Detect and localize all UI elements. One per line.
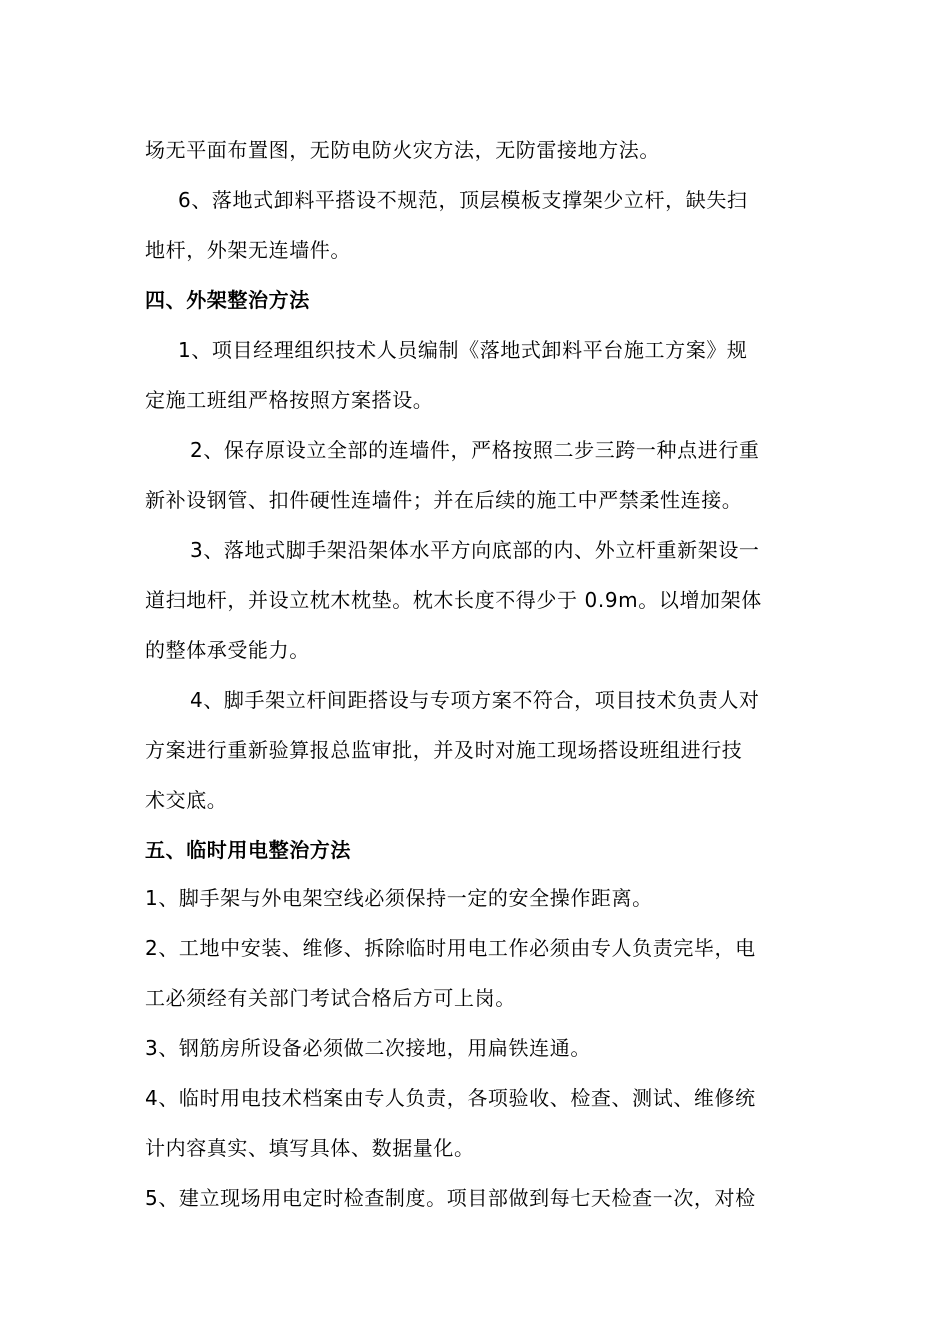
body-text-line: 道扫地杆，并设立枕木枕垫。枕木长度不得少于 0.9m。以增加架体	[145, 588, 762, 612]
body-text-line: 场无平面布置图，无防电防火灾方法，无防雷接地方法。	[145, 138, 660, 162]
body-text-line: 计内容真实、填写具体、数据量化。	[145, 1136, 475, 1160]
body-text-line: 3、钢筋房所设备必须做二次接地，用扁铁连通。	[145, 1036, 591, 1060]
body-text-line: 4、脚手架立杆间距搭设与专项方案不符合，项目技术负责人对	[190, 688, 760, 712]
body-text-line: 的整体承受能力。	[145, 638, 310, 662]
body-text-line: 3、落地式脚手架沿架体水平方向底部的内、外立杆重新架设一	[190, 538, 760, 562]
body-text-line: 方案进行重新验算报总监审批，并及时对施工现场搭设班组进行技	[145, 738, 743, 762]
body-text-line: 4、临时用电技术档案由专人负责，各项验收、检查、测试、维修统	[145, 1086, 756, 1110]
body-text-line: 工必须经有关部门考试合格后方可上岗。	[145, 986, 516, 1010]
body-text-line: 新补设钢管、扣件硬性连墙件；并在后续的施工中严禁柔性连接。	[145, 488, 743, 512]
body-text-line: 2、保存原设立全部的连墙件，严格按照二步三跨一种点进行重	[190, 438, 760, 462]
body-text-line: 1、脚手架与外电架空线必须保持一定的安全操作距离。	[145, 886, 653, 910]
body-text-line: 2、工地中安装、维修、拆除临时用电工作必须由专人负责完毕，电	[145, 936, 756, 960]
body-text-line: 6、落地式卸料平搭设不规范，顶层模板支撑架少立杆，缺失扫	[178, 188, 748, 212]
body-text-line: 地杆，外架无连墙件。	[145, 238, 351, 262]
body-text-line: 术交底。	[145, 788, 228, 812]
section-heading: 四、外架整治方法	[145, 288, 310, 312]
body-text-line: 1、项目经理组织技术人员编制《落地式卸料平台施工方案》规	[178, 338, 748, 362]
body-text-line: 5、建立现场用电定时检查制度。项目部做到每七天检查一次，对检	[145, 1186, 756, 1210]
section-heading: 五、临时用电整治方法	[145, 838, 351, 862]
body-text-line: 定施工班组严格按照方案搭设。	[145, 388, 434, 412]
